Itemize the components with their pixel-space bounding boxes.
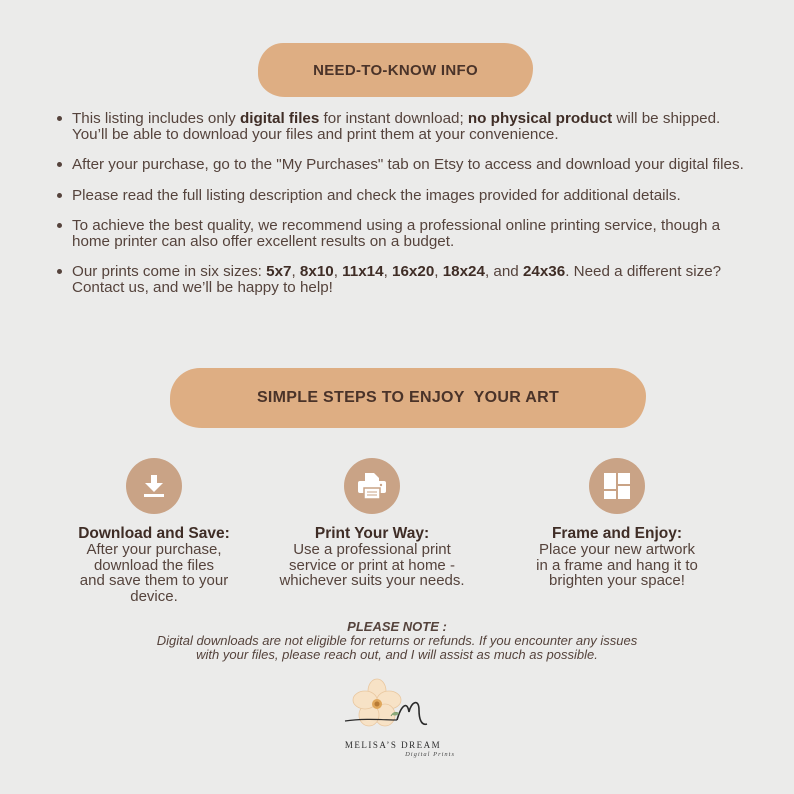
need-to-know-title: NEED-TO-KNOW INFO (313, 61, 478, 79)
step-print (258, 458, 486, 589)
please-note-title: PLEASE NOTE : (347, 619, 447, 634)
step-print-desc: Use a professional print service or print at home - whichever suits your needs. (279, 541, 465, 589)
info-item-digital-files: This listing includes only digital files for instant download; no physical product will be shipped. You’ll be able to download your files and print them at your convenience. (56, 111, 746, 142)
simple-steps-banner (170, 368, 646, 428)
step-frame-title: Frame and Enjoy: (551, 525, 683, 542)
please-note (60, 619, 734, 661)
info-item-sizes: Our prints come in six sizes: 5x7, 8x10, 11x14, 16x20, 18x24, and 24x36. Need a different size? Contact us, and we’ll be happy to help! (56, 264, 746, 295)
brand-name: MELISA’S DREAM (344, 740, 442, 750)
info-item-print-quality: To achieve the best quality, we recommend using a professional online printing service, though a home printer can also offer excellent results on a budget. (56, 218, 746, 249)
simple-steps-title: SIMPLE STEPS TO ENJOY YOUR ART (256, 389, 560, 406)
download-icon (126, 458, 182, 514)
info-item-read-description: Please read the full listing description and check the images provided for additional details. (56, 188, 746, 204)
please-note-line-1: Digital downloads are not eligible for returns or refunds. If you encounter any issues (156, 633, 638, 648)
step-download-desc: After your purchase, download the files and save them to your device. (79, 541, 229, 605)
info-list (56, 111, 746, 310)
step-frame-desc: Place your new artwork in a frame and hang it to brighten your space! (536, 541, 698, 589)
frames-icon (589, 458, 645, 514)
step-download (56, 458, 252, 604)
flower-monogram-icon (335, 676, 465, 742)
brand-subtitle: Digital Prints (405, 751, 455, 758)
please-note-line-2: with your files, please reach out, and I will assist as much as possible. (196, 646, 598, 662)
info-item-my-purchases: After your purchase, go to the "My Purchases" tab on Etsy to access and download your digital files. (56, 157, 746, 173)
step-print-title: Print Your Way: (314, 525, 430, 542)
step-frame (512, 458, 722, 589)
printer-icon (344, 458, 400, 514)
need-to-know-banner (258, 43, 533, 97)
step-download-title: Download and Save: (78, 525, 230, 542)
brand-logo (335, 676, 465, 766)
